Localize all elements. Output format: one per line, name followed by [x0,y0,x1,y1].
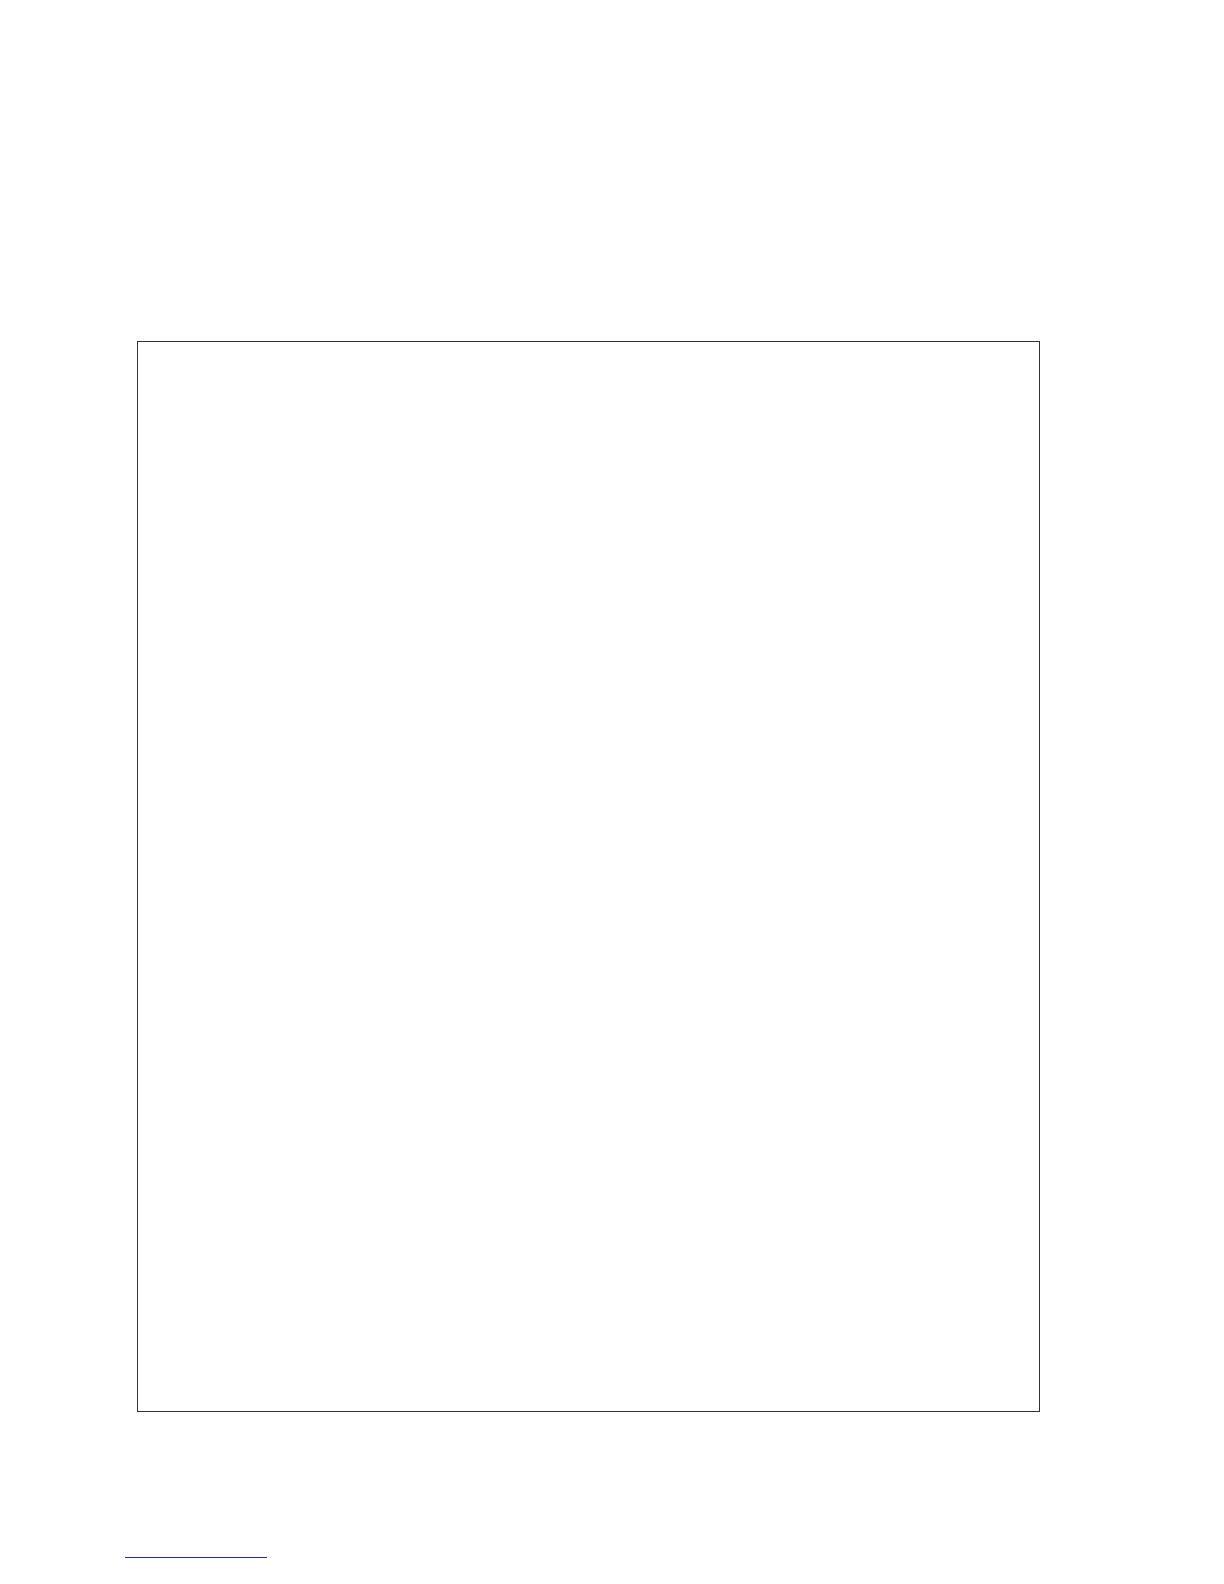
footnote-rule [125,1557,267,1558]
menu-table [137,341,1040,1412]
